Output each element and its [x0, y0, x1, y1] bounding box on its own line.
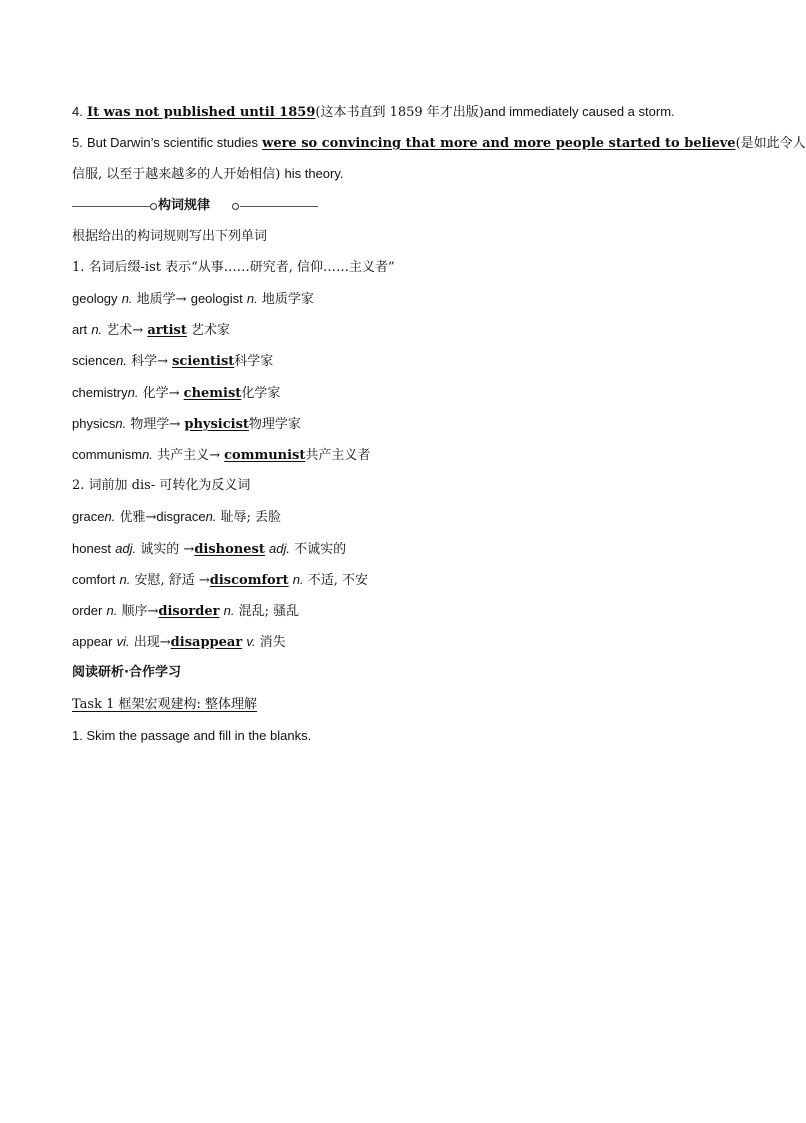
answer-text: chemist — [183, 386, 242, 401]
instruction: 根据给出的构词规则写出下列单词 — [72, 229, 268, 244]
base-word: communism — [72, 447, 143, 462]
part-of-speech: n. — [205, 509, 217, 524]
chinese-meaning: 地质学→ — [136, 292, 187, 307]
section-divider — [72, 198, 322, 214]
word-row — [72, 352, 734, 371]
chinese-meaning: 耻辱; 丢脸 — [220, 510, 282, 525]
divider-line-right — [240, 206, 318, 207]
derived-word: geologist — [190, 291, 243, 306]
part-of-speech: n. — [106, 603, 118, 618]
answer-text: disorder — [158, 604, 220, 619]
answer-text: physicist — [184, 417, 249, 432]
divider-dot-left — [150, 203, 157, 210]
sentence-item-4 — [72, 103, 734, 122]
answer-text: scientist — [172, 354, 235, 369]
chinese-meaning: 混乱; 骚乱 — [238, 604, 300, 619]
sentence-text: his theory. — [284, 166, 344, 181]
part-of-speech: n. — [91, 322, 103, 337]
answer-text: communist — [224, 448, 306, 463]
chinese-meaning: 科学家 — [234, 354, 274, 369]
word-row — [72, 633, 734, 652]
answer-text: discomfort — [209, 573, 289, 588]
part-of-speech: n. — [116, 353, 127, 368]
divider-line-left — [72, 206, 150, 207]
chinese-meaning: 安慰, 舒适 → — [134, 573, 210, 588]
chinese-meaning: 共产主义者 — [305, 448, 371, 463]
word-row — [72, 321, 734, 340]
answer-text: artist — [147, 323, 187, 338]
part-of-speech: vi. — [116, 634, 130, 649]
chinese-meaning: 艺术家 — [191, 323, 231, 338]
chinese-meaning: 地质学家 — [261, 292, 314, 307]
chinese-meaning: 不适, 不安 — [307, 573, 368, 588]
word-row — [72, 508, 734, 527]
chinese-meaning: 科学→ — [131, 354, 168, 369]
word-row — [72, 384, 734, 403]
answer-text: dishonest — [194, 542, 265, 557]
sentence-text: and immediately caused a storm. — [483, 104, 675, 119]
part-of-speech: n. — [246, 291, 258, 306]
chinese-meaning: 消失 — [259, 635, 286, 650]
task-1-heading: Task 1 框架宏观建构: 整体理解 — [72, 697, 258, 712]
item-number: 4. — [72, 104, 83, 119]
base-word: order — [72, 603, 103, 618]
chinese-meaning: 不诚实的 — [294, 542, 347, 557]
base-word: art — [72, 322, 88, 337]
part-of-speech: n. — [104, 509, 116, 524]
base-word: physics — [72, 416, 116, 431]
chinese-meaning: 化学家 — [241, 386, 281, 401]
chinese-gloss: (是如此令人 — [735, 136, 806, 151]
part-of-speech: adj. — [269, 541, 290, 556]
word-row — [72, 415, 734, 434]
base-word: comfort — [72, 572, 116, 587]
base-word: honest — [72, 541, 112, 556]
rule-2: 2. 词前加 dis- 可转化为反义词 — [72, 478, 251, 493]
sentence-text: But Darwin’s scientific studies — [86, 135, 258, 150]
word-row — [72, 290, 734, 309]
chinese-meaning: 诚实的 → — [140, 542, 195, 557]
base-word: grace — [72, 509, 105, 524]
part-of-speech: n. — [223, 603, 235, 618]
base-word: science — [72, 353, 117, 368]
chinese-meaning: 顺序→ — [121, 604, 159, 619]
chinese-meaning: 出现→ — [133, 635, 171, 650]
sentence-item-5 — [72, 134, 806, 153]
answer-text: were so convincing that more and more people started to believe — [262, 136, 736, 151]
part-of-speech: v. — [246, 634, 256, 649]
part-of-speech: n. — [119, 572, 131, 587]
item-number: 5. — [72, 135, 83, 150]
word-row — [72, 602, 734, 621]
part-of-speech: n. — [121, 291, 133, 306]
chinese-meaning: 物理学家 — [248, 417, 301, 432]
word-row — [72, 540, 734, 559]
sentence-item-5-cont — [72, 165, 734, 184]
rule-1: 1. 名词后缀-ist 表示“从事……研究者, 信仰……主义者” — [72, 260, 395, 275]
base-word: geology — [72, 291, 118, 306]
base-word: appear — [72, 634, 113, 649]
part-of-speech: n. — [292, 572, 304, 587]
section-title: 构词规律 — [158, 198, 211, 213]
part-of-speech: n. — [127, 385, 139, 400]
chinese-gloss: 信服, 以至于越来越多的人开始相信) — [72, 167, 281, 182]
answer-text: It was not published until 1859 — [86, 105, 316, 120]
part-of-speech: adj. — [115, 541, 137, 556]
derived-word: disgrace — [156, 509, 206, 524]
chinese-meaning: 共产主义→ — [157, 448, 220, 463]
part-of-speech: n. — [115, 416, 127, 431]
reading-heading: 阅读研析·合作学习 — [72, 665, 181, 680]
word-row — [72, 571, 734, 590]
chinese-meaning: 化学→ — [142, 386, 180, 401]
chinese-gloss: (这本书直到 1859 年才出版) — [315, 105, 484, 120]
answer-text: disappear — [170, 635, 243, 650]
divider-dot-right — [232, 203, 239, 210]
part-of-speech: n. — [142, 447, 153, 462]
chinese-meaning: 物理学→ — [130, 417, 181, 432]
chinese-meaning: 艺术→ — [106, 323, 144, 338]
word-row — [72, 446, 734, 465]
chinese-meaning: 优雅→ — [119, 510, 157, 525]
base-word: chemistry — [72, 385, 128, 400]
skim-instruction: 1. Skim the passage and fill in the blanks. — [72, 728, 312, 743]
